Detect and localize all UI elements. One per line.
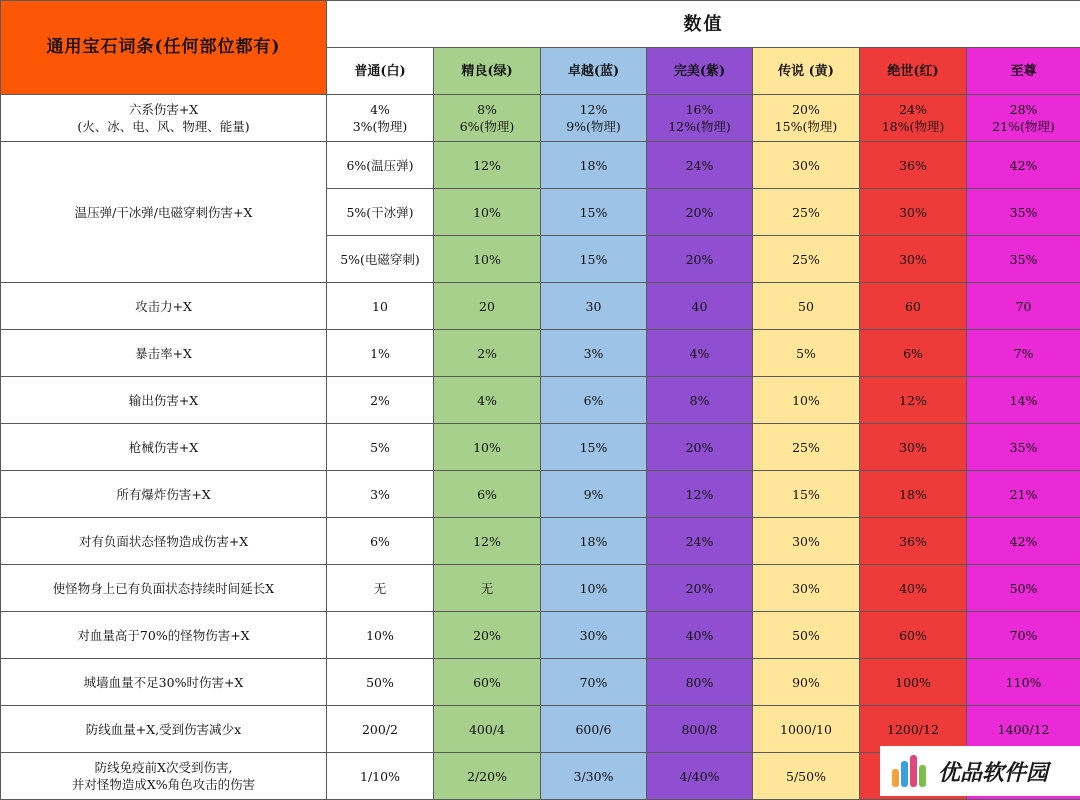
table-row <box>1 612 1080 659</box>
row-label-line: 并对怪物造成X%角色攻击的伤害 <box>1 776 326 793</box>
value-cell: 6% <box>434 471 541 518</box>
value-cell: 12% <box>647 471 753 518</box>
tier-blue: 卓越(蓝) <box>541 48 647 95</box>
table-row <box>1 95 1080 142</box>
value-cell: 40 <box>647 283 753 330</box>
value-cell: 6% <box>541 377 647 424</box>
value-cell: 6% <box>860 330 967 377</box>
value-cell: 600/6 <box>541 706 647 753</box>
value-cell: 2% <box>434 330 541 377</box>
row-label: 城墙血量不足30%时伤害+X <box>1 659 327 706</box>
value-cell: 70 <box>967 283 1080 330</box>
header-row-top <box>1 1 1080 48</box>
value-cell: 30% <box>860 424 967 471</box>
value-cell: 30% <box>753 518 860 565</box>
value-cell: 8% <box>647 377 753 424</box>
table-row <box>1 330 1080 377</box>
value-cell: 35% <box>967 236 1080 283</box>
value-cell: 40% <box>647 612 753 659</box>
tier-yellow: 传说 (黄) <box>753 48 860 95</box>
value-cell: 4% <box>647 330 753 377</box>
row-label: 暴击率+X <box>1 330 327 377</box>
tier-pink: 至尊 <box>967 48 1080 95</box>
table-row <box>1 518 1080 565</box>
value-cell: 4/40% <box>647 753 753 800</box>
value-cell: 12% <box>434 518 541 565</box>
table-row <box>1 283 1080 330</box>
table-row <box>1 659 1080 706</box>
value-cell: 1/10% <box>327 753 434 800</box>
watermark-text: 优品软件园 <box>938 756 1048 787</box>
row-label-line: 六系伤害+X <box>1 101 326 118</box>
value-cell: 15% <box>541 424 647 471</box>
value-cell: 25% <box>753 424 860 471</box>
value-cell: 28% 21%(物理) <box>967 95 1080 142</box>
values-header: 数值 <box>327 1 1080 48</box>
value-cell: 14% <box>967 377 1080 424</box>
value-cell: 5% <box>753 330 860 377</box>
value-cell: 30% <box>860 236 967 283</box>
table-row <box>1 471 1080 518</box>
value-cell: 25% <box>753 189 860 236</box>
value-cell: 6% <box>327 518 434 565</box>
value-cell: 36% <box>860 142 967 189</box>
value-cell: 18% <box>541 518 647 565</box>
value-cell: 50% <box>753 612 860 659</box>
value-cell: 400/4 <box>434 706 541 753</box>
value-cell: 20% <box>434 612 541 659</box>
value-cell: 24% <box>647 518 753 565</box>
value-cell: 100% <box>860 659 967 706</box>
value-cell: 12% <box>434 142 541 189</box>
row-label-line: 防线免疫前X次受到伤害, <box>1 759 326 776</box>
table-row <box>1 424 1080 471</box>
value-cell: 10% <box>541 565 647 612</box>
tier-purple: 完美(紫) <box>647 48 753 95</box>
value-cell: 30% <box>860 189 967 236</box>
value-cell: 80% <box>647 659 753 706</box>
table-title: 通用宝石词条(任何部位都有) <box>1 1 327 95</box>
value-cell: 7% <box>967 330 1080 377</box>
tier-green: 精良(绿) <box>434 48 541 95</box>
value-cell: 21% <box>967 471 1080 518</box>
value-cell: 10 <box>327 283 434 330</box>
watermark-badge <box>880 746 1080 796</box>
value-cell: 6%(温压弹) <box>327 142 434 189</box>
row-label <box>1 753 327 800</box>
value-cell: 24% 18%(物理) <box>860 95 967 142</box>
value-cell: 30% <box>753 565 860 612</box>
row-label: 对有负面状态怪物造成伤害+X <box>1 518 327 565</box>
value-cell: 10% <box>434 424 541 471</box>
value-cell: 2% <box>327 377 434 424</box>
value-cell: 15% <box>541 236 647 283</box>
table-row <box>1 142 1080 189</box>
value-cell: 5%(电磁穿刺) <box>327 236 434 283</box>
value-cell: 110% <box>967 659 1080 706</box>
value-cell: 60% <box>434 659 541 706</box>
value-cell: 12% <box>860 377 967 424</box>
value-cell: 5% <box>327 424 434 471</box>
value-cell: 42% <box>967 142 1080 189</box>
value-cell: 25% <box>753 236 860 283</box>
row-label-line: (火、冰、电、风、物理、能量) <box>1 118 326 135</box>
value-cell: 15% <box>753 471 860 518</box>
value-cell: 35% <box>967 424 1080 471</box>
row-label: 枪械伤害+X <box>1 424 327 471</box>
value-cell: 无 <box>327 565 434 612</box>
value-cell: 10% <box>753 377 860 424</box>
value-cell: 35% <box>967 189 1080 236</box>
value-cell: 800/8 <box>647 706 753 753</box>
table-row <box>1 565 1080 612</box>
value-cell: 50 <box>753 283 860 330</box>
value-cell: 42% <box>967 518 1080 565</box>
value-cell: 60 <box>860 283 967 330</box>
value-cell: 12% 9%(物理) <box>541 95 647 142</box>
value-cell: 无 <box>434 565 541 612</box>
row-label: 温压弹/干冰弹/电磁穿刺伤害+X <box>1 142 327 283</box>
value-cell: 1400/12 <box>967 706 1080 753</box>
value-cell: 8% 6%(物理) <box>434 95 541 142</box>
value-cell: 200/2 <box>327 706 434 753</box>
value-cell: 50% <box>327 659 434 706</box>
value-cell: 30% <box>753 142 860 189</box>
value-cell: 16% 12%(物理) <box>647 95 753 142</box>
value-cell: 20% 15%(物理) <box>753 95 860 142</box>
tier-white: 普通(白) <box>327 48 434 95</box>
value-cell: 3% <box>541 330 647 377</box>
row-label: 使怪物身上已有负面状态持续时间延长X <box>1 565 327 612</box>
value-cell: 4% <box>434 377 541 424</box>
value-cell: 10% <box>434 189 541 236</box>
value-cell: 5/50% <box>753 753 860 800</box>
value-cell: 18% <box>860 471 967 518</box>
value-cell: 36% <box>860 518 967 565</box>
value-cell: 1200/12 <box>860 706 967 753</box>
value-cell: 3/30% <box>541 753 647 800</box>
value-cell: 2/20% <box>434 753 541 800</box>
value-cell: 10% <box>434 236 541 283</box>
value-cell: 10% <box>327 612 434 659</box>
table-row <box>1 377 1080 424</box>
value-cell: 24% <box>647 142 753 189</box>
row-label: 攻击力+X <box>1 283 327 330</box>
value-cell: 15% <box>541 189 647 236</box>
value-cell: 18% <box>541 142 647 189</box>
value-cell: 1000/10 <box>753 706 860 753</box>
value-cell: 70% <box>967 612 1080 659</box>
value-cell: 5%(干冰弹) <box>327 189 434 236</box>
value-cell: 4% 3%(物理) <box>327 95 434 142</box>
row-label: 对血量高于70%的怪物伤害+X <box>1 612 327 659</box>
value-cell: 20% <box>647 424 753 471</box>
value-cell: 30% <box>541 612 647 659</box>
value-cell: 1% <box>327 330 434 377</box>
row-label: 防线血量+X,受到伤害减少x <box>1 706 327 753</box>
row-label: 所有爆炸伤害+X <box>1 471 327 518</box>
value-cell: 50% <box>967 565 1080 612</box>
people-logo-icon <box>890 751 932 791</box>
value-cell: 90% <box>753 659 860 706</box>
value-cell: 3% <box>327 471 434 518</box>
value-cell: 70% <box>541 659 647 706</box>
value-cell: 40% <box>860 565 967 612</box>
value-cell: 20% <box>647 565 753 612</box>
row-label: 输出伤害+X <box>1 377 327 424</box>
value-cell: 20% <box>647 236 753 283</box>
value-cell: 20% <box>647 189 753 236</box>
value-cell: 9% <box>541 471 647 518</box>
value-cell: 20 <box>434 283 541 330</box>
value-cell: 60% <box>860 612 967 659</box>
row-label <box>1 95 327 142</box>
value-cell: 30 <box>541 283 647 330</box>
tier-red: 绝世(红) <box>860 48 967 95</box>
